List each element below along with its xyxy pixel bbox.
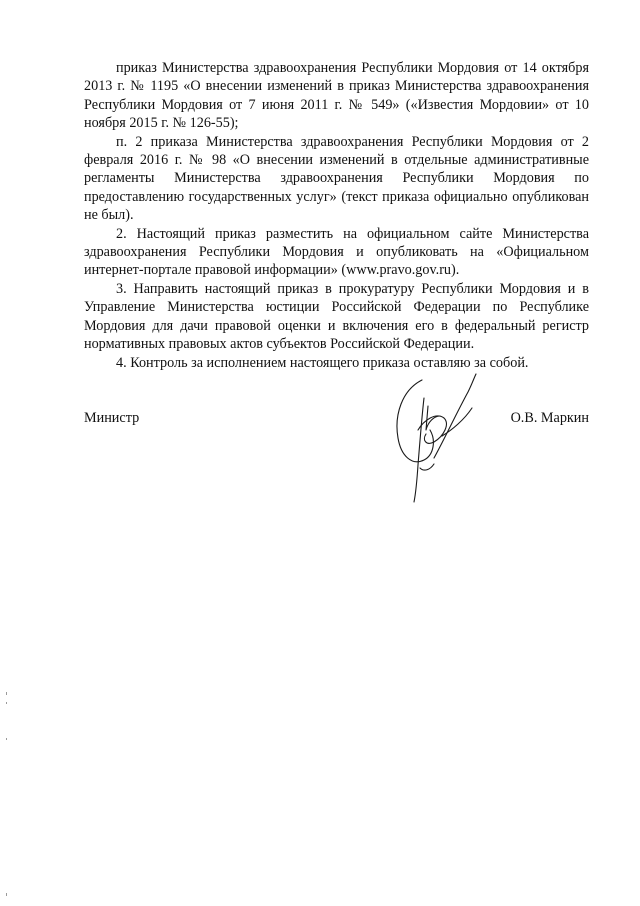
signature-block xyxy=(84,410,589,500)
paragraph-order-1195: приказ Министерства здравоохранения Республики Мордовия от 14 октября 2013 г. № 1195 «О внесении изменений в приказ Министерства здравоохранения Республики Мордовия от 7 июня 2011 г. № 549» («Известия Мордовии» от 10 ноября 2015 г. № 126-55); xyxy=(84,60,589,132)
signer-position: Министр xyxy=(84,410,140,426)
scan-artifact xyxy=(6,692,7,695)
scan-artifact xyxy=(6,893,7,896)
paragraph-prosecutor: 3. Направить настоящий приказ в прокуратуру Республики Мордовия и в Управление Министерства юстиции Российской Федерации по Республике Мордовия для дачи правовой оценки и включения его в федеральный регистр нормативных правовых актов субъектов Российской Федерации. xyxy=(84,280,589,353)
paragraph-order-98: п. 2 приказа Министерства здравоохранения Республики Мордовия от 2 февраля 2016 г. № 98 «О внесении изменений в отдельные административные регламенты Министерства здравоохранения Республики Мордовия по предоставлению государственных услуг» (текст приказа официально опубликован не был). xyxy=(84,133,589,224)
paragraph-control: 4. Контроль за исполнением настоящего приказа оставляю за собой. xyxy=(116,354,529,371)
document-body xyxy=(84,59,589,372)
signer-name: О.В. Маркин xyxy=(510,410,589,426)
paragraph-publication: 2. Настоящий приказ разместить на официальном сайте Министерства здравоохранения Республики Мордовия и опубликовать на «Официальном интернет-портале правовой информации» (www.pravo.gov.ru). xyxy=(84,225,589,279)
scan-artifact xyxy=(6,702,7,704)
scan-artifact xyxy=(6,738,7,740)
handwritten-signature xyxy=(384,370,494,510)
